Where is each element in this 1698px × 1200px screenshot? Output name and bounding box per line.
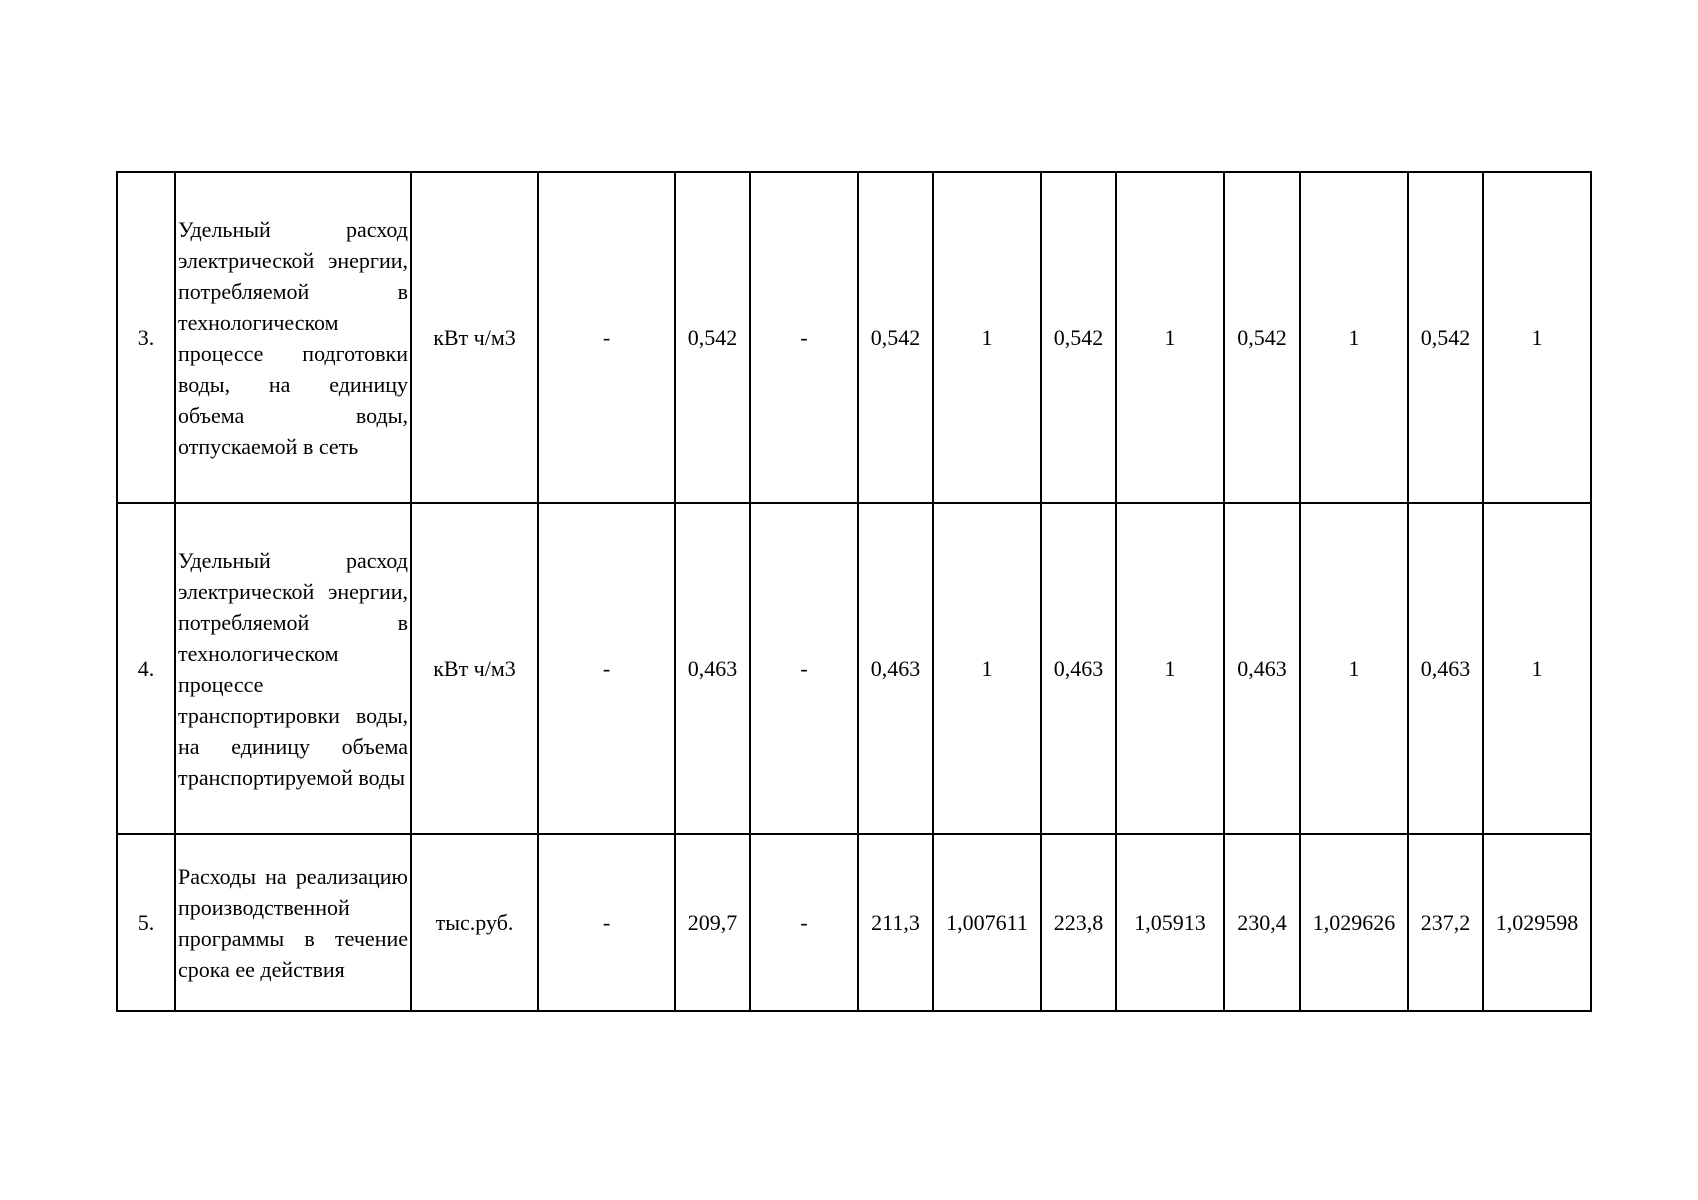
table-cell: 1 xyxy=(1116,172,1224,503)
table-cell: 1,029598 xyxy=(1483,834,1591,1011)
table-cell: 1 xyxy=(1300,172,1408,503)
table-cell: 1 xyxy=(1116,503,1224,834)
table-cell: 211,3 xyxy=(858,834,933,1011)
row-number: 5. xyxy=(117,834,175,1011)
table-cell: 0,463 xyxy=(1041,503,1116,834)
row-unit: кВт ч/м3 xyxy=(411,503,538,834)
table-cell: 0,542 xyxy=(1408,172,1483,503)
table-cell: 223,8 xyxy=(1041,834,1116,1011)
table-cell: 0,463 xyxy=(1408,503,1483,834)
table-cell: 0,463 xyxy=(858,503,933,834)
table-cell: 1 xyxy=(933,172,1041,503)
table-cell: 1,007611 xyxy=(933,834,1041,1011)
table-cell: 230,4 xyxy=(1224,834,1300,1011)
row-number: 4. xyxy=(117,503,175,834)
table-cell: 1 xyxy=(1483,503,1591,834)
table-cell: - xyxy=(538,503,675,834)
table-cell: 1 xyxy=(1483,172,1591,503)
table-cell: - xyxy=(538,834,675,1011)
indicators-table xyxy=(116,171,1592,1012)
table-cell: 1 xyxy=(933,503,1041,834)
row-description: Удельный расход электрической энергии, потребляемой в технологическом процессе подготовки воды, на единицу объема воды, отпускаемой в сеть xyxy=(175,172,411,503)
table-cell: - xyxy=(538,172,675,503)
table-cell: 0,463 xyxy=(1224,503,1300,834)
table-row xyxy=(117,834,1591,1011)
table-cell: 0,542 xyxy=(1041,172,1116,503)
row-description: Расходы на реализацию производственной программы в течение срока ее действия xyxy=(175,834,411,1011)
table-cell: 0,542 xyxy=(1224,172,1300,503)
table-cell: 0,542 xyxy=(858,172,933,503)
table-row xyxy=(117,503,1591,834)
table-cell: 1,05913 xyxy=(1116,834,1224,1011)
row-description: Удельный расход электрической энергии, потребляемой в технологическом процессе транспортировки воды, на единицу объема транспортируемой воды xyxy=(175,503,411,834)
table-cell: 0,463 xyxy=(675,503,750,834)
table-cell: - xyxy=(750,834,858,1011)
table-cell: 1,029626 xyxy=(1300,834,1408,1011)
table-cell: 209,7 xyxy=(675,834,750,1011)
row-unit: кВт ч/м3 xyxy=(411,172,538,503)
table-cell: 0,542 xyxy=(675,172,750,503)
table-row xyxy=(117,172,1591,503)
row-number: 3. xyxy=(117,172,175,503)
row-unit: тыс.руб. xyxy=(411,834,538,1011)
table-cell: - xyxy=(750,172,858,503)
table-cell: 1 xyxy=(1300,503,1408,834)
table-cell: - xyxy=(750,503,858,834)
table-cell: 237,2 xyxy=(1408,834,1483,1011)
